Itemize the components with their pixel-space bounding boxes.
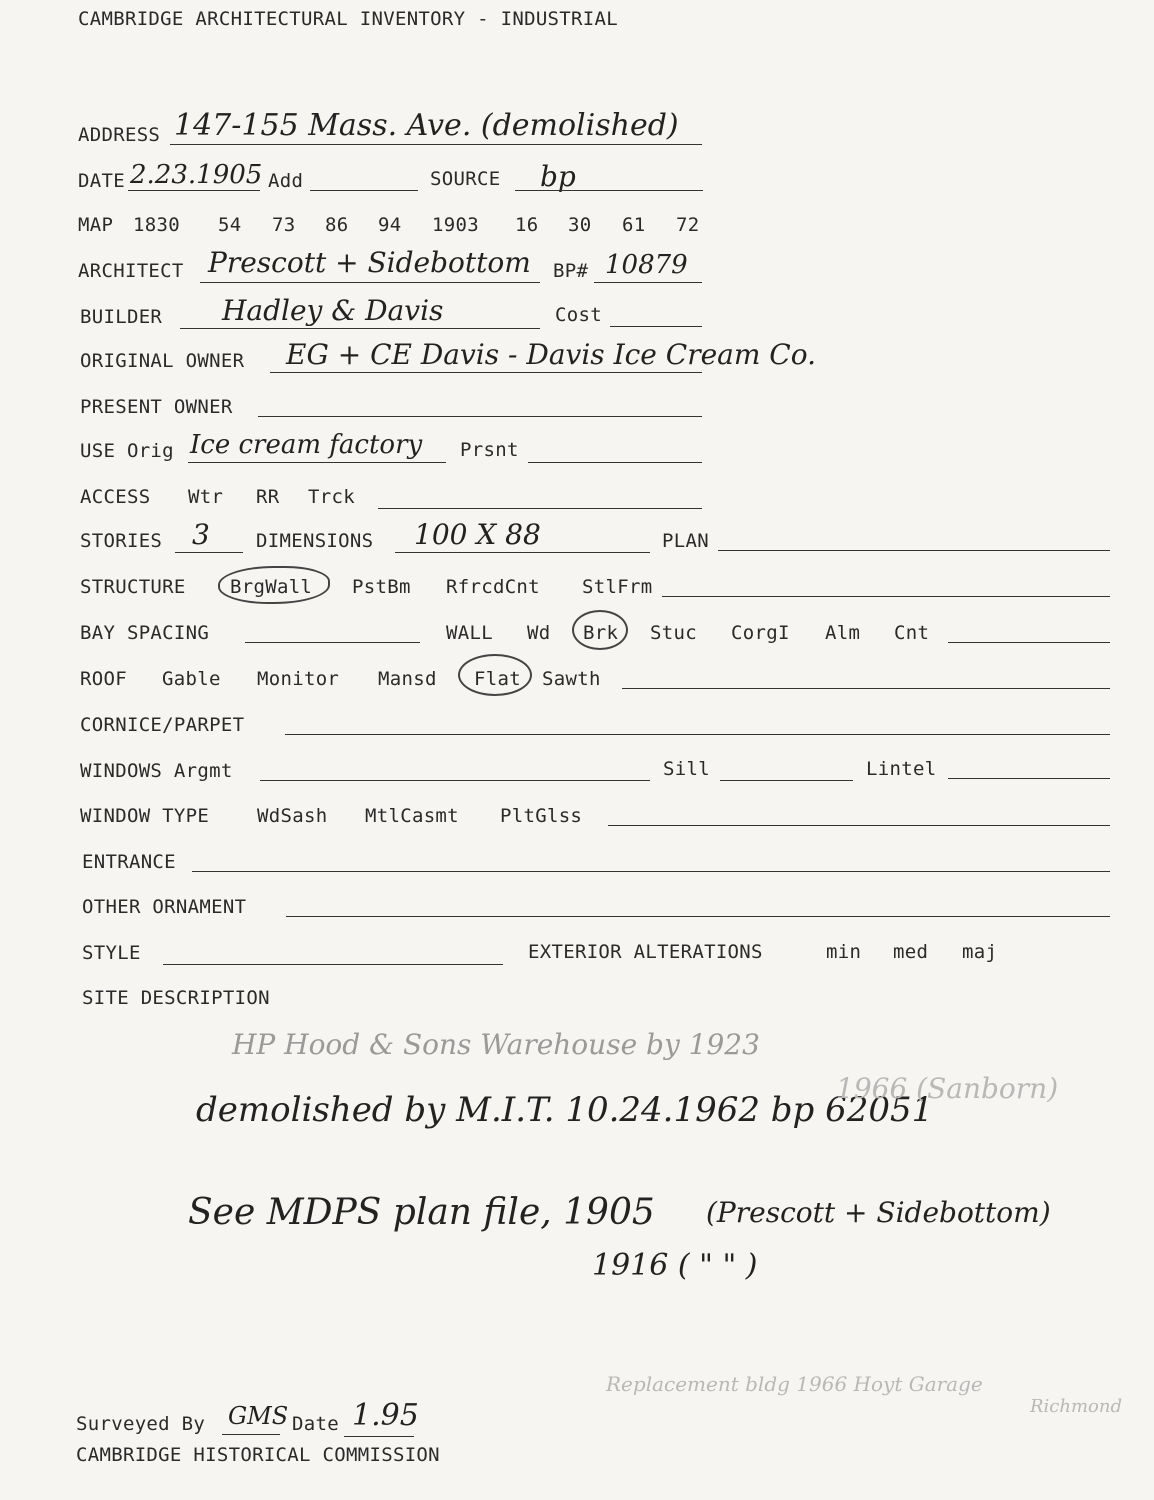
wall-option-cnt: Cnt [894,622,930,644]
other-ornament-label: OTHER ORNAMENT [82,896,247,918]
roof-option-sawth: Sawth [542,668,601,690]
roof-selected-circle [458,654,532,696]
map-year-16: 16 [515,214,539,236]
roof-option-flat: Flat [474,668,521,690]
note-richmond: Richmond [1030,1396,1123,1417]
present-owner-label: PRESENT OWNER [80,396,233,418]
sill-label: Sill [663,758,710,780]
access-line [378,508,702,509]
stories-line [175,552,243,553]
bay-spacing-line [245,642,420,643]
ext-alt-option-maj: maj [962,941,998,963]
windows-line [260,780,650,781]
ext-alt-option-med: med [893,941,929,963]
original-owner-value: EG + CE Davis - Davis Ice Cream Co. [286,338,816,371]
wall-label: WALL [446,622,493,644]
address-label: ADDRESS [78,124,161,146]
entrance-line [192,871,1110,872]
footer-date-label: Date [292,1413,339,1435]
roof-label: ROOF [80,668,127,690]
prsnt-label: Prsnt [460,439,519,461]
builder-label: BUILDER [80,306,163,328]
address-line [170,144,702,145]
roof-option-monitor: Monitor [257,668,340,690]
map-year-54: 54 [218,214,242,236]
form-title: CAMBRIDGE ARCHITECTURAL INVENTORY - INDUSTRIAL [78,8,618,30]
wall-option-alm: Alm [825,622,861,644]
wall-selected-circle [572,610,628,650]
structure-option-stlfrm: StlFrm [582,576,653,598]
architect-label: ARCHITECT [78,260,184,282]
ext-alt-option-min: min [826,941,862,963]
roof-line [622,688,1110,689]
use-line [188,462,446,463]
original-owner-line [270,372,702,373]
structure-label: STRUCTURE [80,576,186,598]
access-option-trck: Trck [308,486,355,508]
footer-date-value: 1.95 [352,1398,419,1433]
stories-value: 3 [192,518,210,551]
map-year-61: 61 [622,214,646,236]
window-type-option-wdsash: WdSash [257,805,328,827]
windows-label: WINDOWS Argmt [80,760,233,782]
roof-option-gable: Gable [162,668,221,690]
note-architects: (Prescott + Sidebottom) [706,1196,1051,1229]
wall-option-brk: Brk [583,622,619,644]
use-label: USE Orig [80,440,174,462]
exterior-alterations-label: EXTERIOR ALTERATIONS [528,941,763,963]
entrance-label: ENTRANCE [82,851,176,873]
bay-spacing-label: BAY SPACING [80,622,210,644]
dimensions-label: DIMENSIONS [256,530,374,552]
wall-option-stuc: Stuc [650,622,697,644]
map-year-72: 72 [676,214,700,236]
dimensions-line [395,552,650,553]
access-option-rr: RR [256,486,280,508]
plan-label: PLAN [662,530,709,552]
window-type-option-mtlcasmt: MtlCasmt [365,805,459,827]
note-mdps-plan: See MDPS plan file, 1905 [188,1192,655,1233]
wall-line [948,642,1110,643]
commission-name: CAMBRIDGE HISTORICAL COMMISSION [76,1444,440,1466]
map-year-1903: 1903 [432,214,479,236]
style-line [163,964,503,965]
access-label: ACCESS [80,486,151,508]
access-option-wtr: Wtr [188,486,224,508]
architect-line [200,282,540,283]
map-year-1830: 1830 [133,214,180,236]
roof-option-mansd: Mansd [378,668,437,690]
add-label: Add [268,170,304,192]
address-value: 147-155 Mass. Ave. (demolished) [174,108,679,143]
bp-value: 10879 [605,250,688,280]
cost-line [610,326,702,327]
structure-selected-circle [218,566,330,604]
note-demolished: demolished by M.I.T. 10.24.1962 bp 62051 [196,1090,934,1130]
cost-label: Cost [555,304,602,326]
map-year-86: 86 [325,214,349,236]
present-owner-line [258,416,702,417]
map-label: MAP [78,214,114,236]
surveyed-by-label: Surveyed By [76,1413,206,1435]
prsnt-line [528,462,702,463]
style-label: STYLE [82,942,141,964]
map-year-73: 73 [272,214,296,236]
source-line [515,190,703,191]
map-year-94: 94 [378,214,402,236]
lintel-label: Lintel [866,758,937,780]
site-description-label: SITE DESCRIPTION [82,987,270,1009]
date-value: 2.23.1905 [130,160,263,190]
sill-line [720,780,853,781]
use-value: Ice cream factory [190,430,423,460]
bp-label: BP# [553,260,589,282]
wall-option-wd: Wd [527,622,551,644]
footer-date-line [344,1436,414,1437]
dimensions-value: 100 X 88 [414,518,541,551]
cornice-label: CORNICE/PARPET [80,714,245,736]
surveyed-by-value: GMS [228,1402,289,1430]
note-warehouse: HP Hood & Sons Warehouse by 1923 [232,1028,760,1061]
window-type-option-pltglss: PltGlss [500,805,583,827]
structure-line [662,596,1110,597]
stories-label: STORIES [80,530,163,552]
lintel-line [948,778,1110,779]
structure-option-pstbm: PstBm [352,576,411,598]
wall-option-corgi: CorgI [731,622,790,644]
window-type-label: WINDOW TYPE [80,805,210,827]
date-line [128,190,260,191]
plan-line [718,550,1110,551]
architect-value: Prescott + Sidebottom [208,246,531,279]
builder-line [180,328,540,329]
structure-option-rfrcdcnt: RfrcdCnt [446,576,540,598]
note-1916: 1916 ( " " ) [592,1248,758,1283]
surveyed-by-line [222,1434,280,1435]
map-year-30: 30 [568,214,592,236]
note-replacement: Replacement bldg 1966 Hoyt Garage [606,1372,983,1396]
original-owner-label: ORIGINAL OWNER [80,350,245,372]
date-label: DATE [78,170,125,192]
window-type-line [608,825,1110,826]
bp-line [594,282,702,283]
add-line [310,190,418,191]
structure-option-brgwall: BrgWall [230,576,313,598]
other-ornament-line [286,916,1110,917]
source-value: bp [540,160,576,193]
builder-value: Hadley & Davis [222,294,444,327]
source-label: SOURCE [430,168,501,190]
cornice-line [285,734,1110,735]
note-sanborn: 1966 (Sanborn) [836,1072,1059,1105]
